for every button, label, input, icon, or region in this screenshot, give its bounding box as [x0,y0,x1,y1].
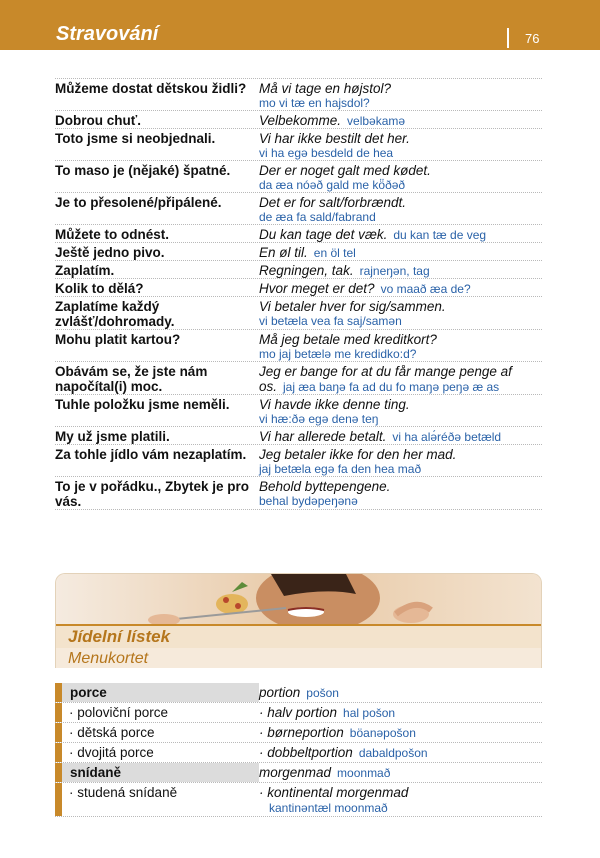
phrase-row [55,476,542,510]
danish-cell [259,683,542,702]
danish-cell [259,297,542,329]
danish-phrase: Må vi tage en højstol? [259,81,392,96]
danish-phrase: Må jeg betale med kreditkort? [259,332,437,347]
phrase-row [55,78,542,110]
danish-cell [259,161,542,192]
menu-title: Jídelní lístek [68,627,171,646]
danish-term: · børneportion [259,725,344,740]
czech-phrase: Za tohle jídlo vám nezaplatím. [55,447,247,462]
czech-term: · poloviční porce [69,705,169,720]
pronunciation: mo jaj betælə me kredidko:d? [259,347,417,361]
phrase-row [55,278,542,296]
pronunciation: rajneŋən, tag [359,264,430,278]
danish-cell [259,243,542,260]
danish-cell [259,225,542,242]
czech-phrase: Toto jsme si neobjednali. [55,131,216,146]
vocab-row [55,743,542,763]
pronunciation: kantinəntæl moonmað [269,801,388,815]
danish-cell [259,129,542,160]
phrase-row [55,444,542,476]
czech-term: snídaně [62,763,259,782]
danish-cell [259,395,542,426]
phrase-row [55,260,542,278]
phrase-row [55,242,542,260]
accent-bar [55,683,62,702]
danish-phrase: Det er for salt/forbrændt. [259,195,407,210]
phrase-row [55,192,542,224]
danish-cell [259,362,542,394]
accent-bar [55,783,62,816]
danish-cell [259,193,542,224]
phrase-row [55,394,542,426]
pronunciation: pošon [306,686,339,700]
danish-phrase: Vi har ikke bestilt det her. [259,131,410,146]
czech-term: · studená snídaně [69,785,178,800]
danish-phrase: Vi betaler hver for sig/sammen. [259,299,446,314]
danish-cell [259,330,542,361]
pronunciation: jaj betæla egə fa den hea mað [259,462,422,476]
danish-cell [259,427,542,444]
danish-phrase: Hvor meget er det? [259,281,375,296]
danish-term: morgenmad [259,765,332,780]
accent-bar [55,703,62,722]
vocab-row [55,763,542,783]
accent-bar [55,743,62,762]
phrase-row [55,361,542,394]
page-number: 76 [525,31,540,46]
pronunciation: du kan tæ de veg [393,228,487,242]
pronunciation: hal pošon [343,706,396,720]
phrase-row [55,128,542,160]
pronunciation: vi hæ:ðə egə denə teŋ [259,412,379,426]
czech-phrase: Tuhle položku jsme neměli. [55,397,230,412]
danish-cell [259,111,542,128]
phrase-table [55,78,542,510]
danish-phrase: Jeg betaler ikke for den her mad. [259,447,457,462]
pronunciation: behal bydəpeŋənə [259,494,358,508]
pronunciation: en öl tel [313,246,356,260]
danish-term: · halv portion [259,705,338,720]
danish-cell [259,763,542,782]
czech-phrase: Zaplatím. [55,263,115,278]
vocabulary-list [55,683,542,817]
header-divider [507,28,509,48]
pronunciation: moonmað [337,766,391,780]
danish-term: · dobbeltportion [259,745,353,760]
czech-phrase: Kolik to dělá? [55,281,144,296]
pronunciation: jaj æa baŋə fa ad du fo maŋə peŋə æ as [283,380,500,394]
danish-cell [259,261,542,278]
czech-phrase: Obávám se, že jste nám napočítal(i) moc. [55,364,208,394]
czech-phrase: Je to přesolené/připálené. [55,195,222,210]
danish-phrase: Behold byttepengene. [259,479,391,494]
czech-phrase: Zaplatíme každý zvlášť/dohromady. [55,299,175,329]
chapter-title: Stravování [56,23,159,45]
vocab-row [55,723,542,743]
czech-phrase: Můžete to odnést. [55,227,169,242]
phrase-row [55,426,542,444]
pronunciation: vi ha egə besdeld de hea [259,146,394,160]
czech-term: · dvojitá porce [69,745,154,760]
danish-cell [259,783,542,816]
danish-cell [259,703,542,722]
danish-cell [259,445,542,476]
vocab-row [55,783,542,817]
phrase-row [55,160,542,192]
danish-term: portion [259,685,301,700]
accent-bar [55,763,62,782]
phrase-row [55,224,542,242]
danish-phrase: Der er noget galt med kødet. [259,163,431,178]
danish-term: · kontinental morgenmad [259,785,409,800]
phrase-row [55,296,542,329]
pronunciation: da æa nóəð gald me kö̈ðəð [259,178,406,192]
czech-phrase: My už jsme platili. [55,429,170,444]
pronunciation: mo vi tæ en hajsdol? [259,96,370,110]
czech-phrase: Můžeme dostat dětskou židli? [55,81,247,96]
danish-cell [259,279,542,296]
czech-phrase: To je v pořádku., Zbytek je pro vás. [55,479,250,509]
danish-phrase: Vi havde ikke denne ting. [259,397,410,412]
danish-cell [259,477,542,509]
chapter-header [0,0,600,50]
menu-section-banner [55,573,542,668]
pronunciation: vo maað æa de? [380,282,471,296]
danish-phrase: En øl til. [259,245,308,260]
czech-term: porce [62,683,259,702]
vocab-row [55,683,542,703]
danish-phrase: Velbekomme. [259,113,342,128]
vocab-row [55,703,542,723]
phrase-row [55,329,542,361]
danish-phrase: Jeg er bange for at du får mange penge af os. [259,364,512,394]
pronunciation: böanəpošon [349,726,416,740]
phrase-row [55,110,542,128]
accent-bar [55,723,62,742]
danish-cell [259,79,542,110]
czech-phrase: To maso je (nějaké) špatné. [55,163,231,178]
danish-cell [259,723,542,742]
danish-phrase: Regningen, tak. [259,263,354,278]
dining-photo [56,574,542,624]
danish-phrase: Vi har allerede betalt. [259,429,387,444]
danish-phrase: Du kan tage det væk. [259,227,388,242]
menu-subtitle: Menukortet [68,650,149,667]
czech-phrase: Dobrou chuť. [55,113,141,128]
czech-phrase: Mohu platit kartou? [55,332,181,347]
danish-cell [259,743,542,762]
pronunciation: dabaldpošon [358,746,428,760]
pronunciation: de æa fa sald/fabrand [259,210,376,224]
pronunciation: velbəkamə [347,114,406,128]
pronunciation: vi ha alə́réðə betæld [392,430,502,444]
czech-phrase: Ještě jedno pivo. [55,245,165,260]
czech-term: · dětská porce [69,725,155,740]
pronunciation: vi betæla vea fa saj/samən [259,314,402,328]
